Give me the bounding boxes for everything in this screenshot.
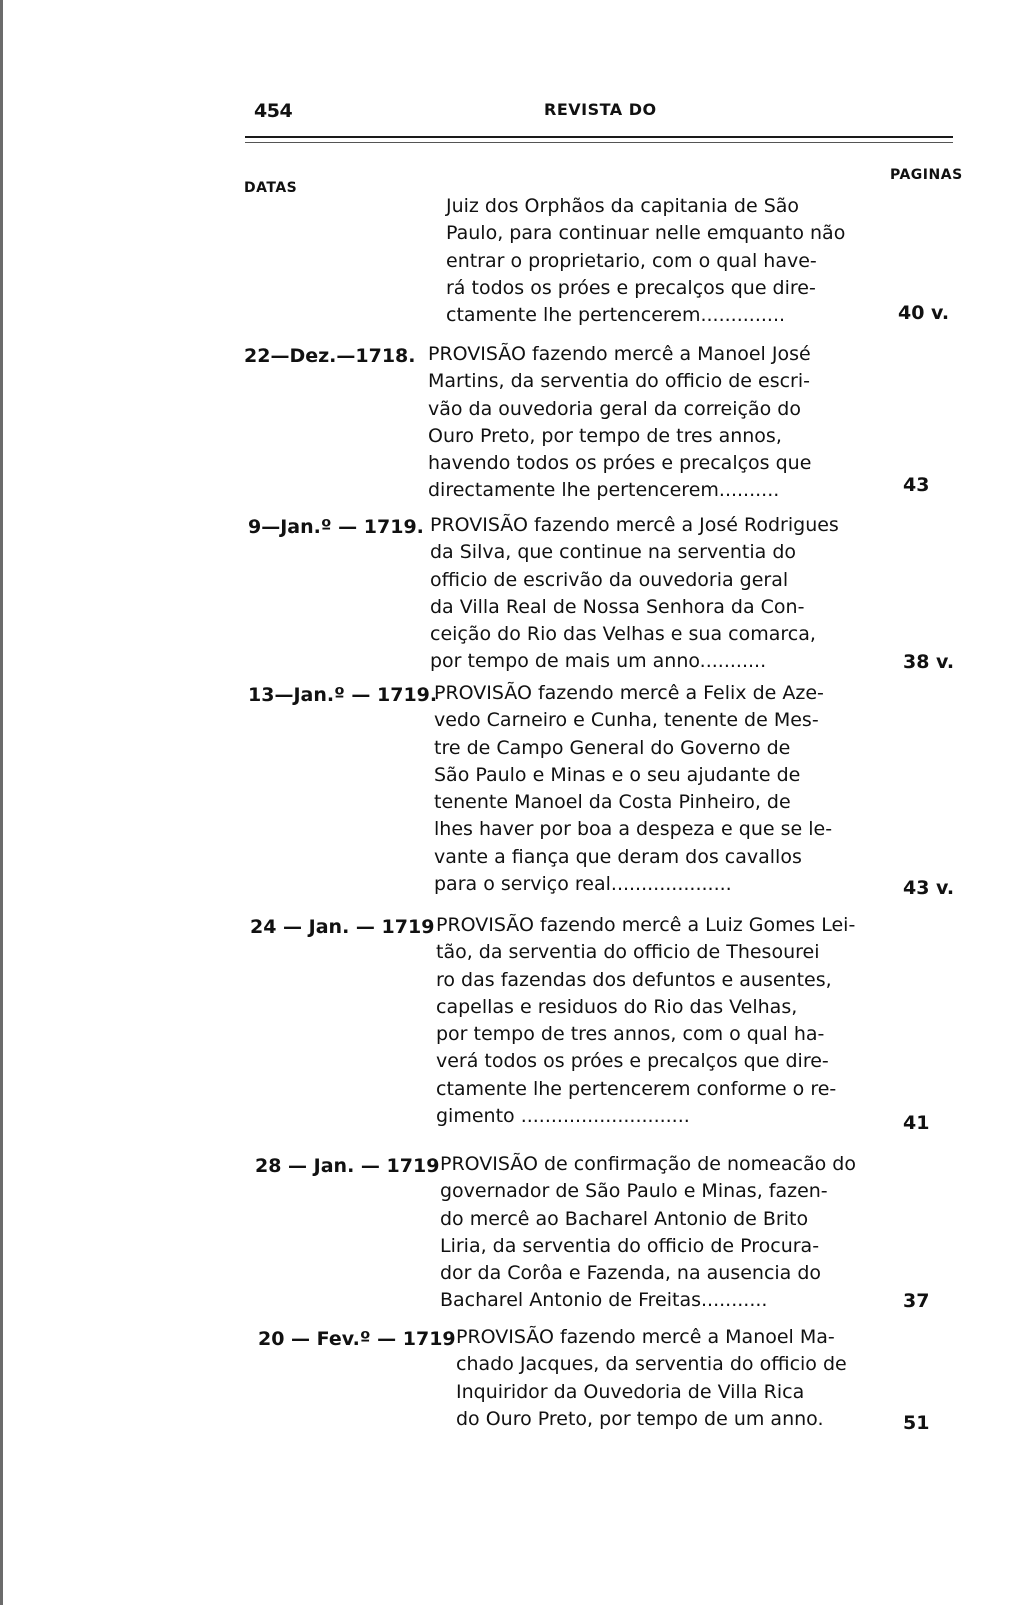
- entry-line: [456, 1406, 862, 1433]
- entry-line-text: Inquiridor da Ouvedoria de Villa Rica: [456, 1380, 805, 1403]
- entry-line: [440, 1287, 864, 1314]
- entry-line-text: gimento ............................: [436, 1105, 690, 1128]
- entry-line-text: São Paulo e Minas e o seu ajudante de: [434, 763, 801, 786]
- entry-line-text: ro das fazendas dos defuntos e ausentes,: [436, 968, 832, 991]
- entry-line-text: ceição do Rio das Velhas e sua comarca,: [430, 623, 816, 646]
- entry-line: [428, 477, 851, 504]
- entry-date: 20 — Fev.º — 1719: [258, 1328, 456, 1350]
- entry-line-text: havendo todos os próes e precalços que: [428, 452, 812, 475]
- entry-line: [436, 912, 858, 939]
- entry-line: [430, 539, 853, 566]
- entry-page-reference: 43: [903, 474, 930, 496]
- entry-page-reference: 43 v.: [903, 877, 955, 899]
- entry-line: [440, 1178, 864, 1205]
- entry-line: [440, 1206, 864, 1233]
- entry-line: [436, 939, 858, 966]
- entry-date: 9—Jan.º — 1719.: [248, 516, 424, 538]
- entry-line-text: PROVISÃO fazendo mercê a Luiz Gomes Lei-: [436, 914, 856, 936]
- entry-line: [456, 1351, 862, 1378]
- entry-date: 24 — Jan. — 1719: [250, 916, 435, 938]
- entry-line: [436, 1021, 858, 1048]
- entry-page-reference: 37: [903, 1290, 930, 1312]
- entry-line-text: da Silva, que continue na serventia do: [430, 541, 797, 564]
- entry-date: 28 — Jan. — 1719: [255, 1155, 440, 1177]
- entry-line-text: vedo Carneiro e Cunha, tenente de Mes-: [434, 709, 819, 732]
- entry-line-text: do mercê ao Bacharel Antonio de Brito: [440, 1207, 809, 1230]
- entry-line-text: tenente Manoel da Costa Pinheiro, de: [434, 791, 791, 814]
- page-edge-border: [0, 0, 3, 1605]
- entry-line: [434, 816, 855, 843]
- entry-line-text: officio de escrivão da ouvedoria geral: [430, 568, 789, 591]
- entry-line: [434, 707, 855, 734]
- entry-line-text: Ouro Preto, por tempo de tres annos,: [428, 424, 782, 447]
- entry-line-text: ctamente lhe pertencerem..............: [446, 304, 786, 327]
- page-header: [254, 100, 950, 130]
- entry-line: [446, 220, 851, 247]
- entry-line: [446, 193, 851, 220]
- page-number: 454: [254, 100, 293, 122]
- entry-page-reference: 40 v.: [898, 302, 950, 324]
- entry-line: [436, 994, 858, 1021]
- entry-line: [456, 1379, 862, 1406]
- entry-page-reference: 51: [903, 1412, 930, 1434]
- entry-text: [430, 512, 853, 676]
- entry-line: [430, 648, 853, 675]
- entry-line: [440, 1233, 864, 1260]
- entry-line: [436, 1048, 858, 1075]
- entry-line-text: vão da ouvedoria geral da correição do: [428, 397, 801, 420]
- entry-line-text: ctamente lhe pertencerem conforme o re-: [436, 1077, 837, 1100]
- entry-line-text: verá todos os próes e precalços que dire-: [436, 1050, 829, 1073]
- entry-page-reference: 41: [903, 1112, 930, 1134]
- dates-column-heading: DATAS: [244, 180, 298, 196]
- entry-line-text: Martins, da serventia do officio de escri-: [428, 370, 811, 393]
- entry-line-text: chado Jacques, da serventia do officio de: [456, 1353, 847, 1376]
- entry-date: 22—Dez.—1718.: [244, 345, 416, 367]
- entry-line-text: directamente lhe pertencerem..........: [428, 479, 780, 502]
- entry-line: [430, 567, 853, 594]
- entry-line-text: vante a fiança que deram dos cavallos: [434, 845, 802, 868]
- entry-line-text: tre de Campo General do Governo de: [434, 736, 791, 759]
- entry-line-text: PROVISÃO fazendo mercê a Manoel José: [428, 343, 811, 365]
- entry-line-text: Paulo, para continuar nelle emquanto não: [446, 222, 846, 245]
- entry-text: [436, 912, 858, 1130]
- entry-text: [446, 193, 851, 329]
- entry-line: [428, 368, 851, 395]
- entry-line: [436, 1103, 858, 1130]
- entry-line-text: rá todos os próes e precalços que dire-: [446, 276, 816, 299]
- entry-line: [434, 680, 855, 707]
- header-rule: [245, 136, 953, 143]
- entry-line-text: entrar o proprietario, com o qual have-: [446, 249, 817, 272]
- entry-line-text: Juiz dos Orphãos da capitania de São: [446, 195, 800, 217]
- entry-line: [436, 1076, 858, 1103]
- entry-line-text: Bacharel Antonio de Freitas...........: [440, 1289, 768, 1312]
- entry-line: [428, 396, 851, 423]
- entry-line-text: PROVISÃO fazendo mercê a José Rodrigues: [430, 514, 839, 536]
- entry-line-text: tão, da serventia do officio de Thesourei: [436, 941, 820, 964]
- entry-line: [430, 512, 853, 539]
- entry-line: [428, 423, 851, 450]
- entry-text: [434, 680, 855, 898]
- entry-line: [434, 844, 855, 871]
- entry-line: [434, 789, 855, 816]
- entry-line: [446, 302, 851, 329]
- entry-line: [434, 735, 855, 762]
- entry-line-text: por tempo de mais um anno...........: [430, 650, 767, 673]
- entry-line: [428, 450, 851, 477]
- entry-line: [436, 967, 858, 994]
- entry-text: [456, 1324, 862, 1433]
- pages-column-heading: PAGINAS: [890, 167, 963, 183]
- entry-line-text: do Ouro Preto, por tempo de um anno.: [456, 1407, 824, 1430]
- entry-line-text: para o serviço real....................: [434, 873, 732, 896]
- entry-line-text: PROVISÃO fazendo mercê a Manoel Ma-: [456, 1326, 835, 1348]
- entry-line: [430, 621, 853, 648]
- entry-line-text: capellas e residuos do Rio das Velhas,: [436, 995, 798, 1018]
- entry-line: [456, 1324, 862, 1351]
- entry-line-text: PROVISÃO de confirmação de nomeacão do: [440, 1153, 856, 1175]
- entry-line: [428, 341, 851, 368]
- entry-line-text: da Villa Real de Nossa Senhora da Con-: [430, 595, 805, 618]
- entry-line-text: PROVISÃO fazendo mercê a Felix de Aze-: [434, 682, 824, 704]
- entry-line: [430, 594, 853, 621]
- entry-text: [440, 1151, 864, 1315]
- entry-text: [428, 341, 851, 505]
- entry-line-text: dor da Corôa e Fazenda, na ausencia do: [440, 1262, 822, 1285]
- entry-line-text: por tempo de tres annos, com o qual ha-: [436, 1023, 825, 1046]
- entry-line-text: governador de São Paulo e Minas, fazen-: [440, 1180, 828, 1203]
- entry-line: [440, 1260, 864, 1287]
- entry-line: [434, 762, 855, 789]
- entry-date: 13—Jan.º — 1719.: [248, 684, 438, 706]
- entry-page-reference: 38 v.: [903, 651, 955, 673]
- running-title: REVISTA DO: [544, 100, 657, 119]
- entry-line-text: lhes haver por boa a despeza e que se le-: [434, 818, 833, 841]
- entry-line: [446, 275, 851, 302]
- entry-line: [446, 248, 851, 275]
- entry-line: [434, 871, 855, 898]
- entry-line: [440, 1151, 864, 1178]
- entry-line-text: Liria, da serventia do officio de Procura-: [440, 1234, 820, 1257]
